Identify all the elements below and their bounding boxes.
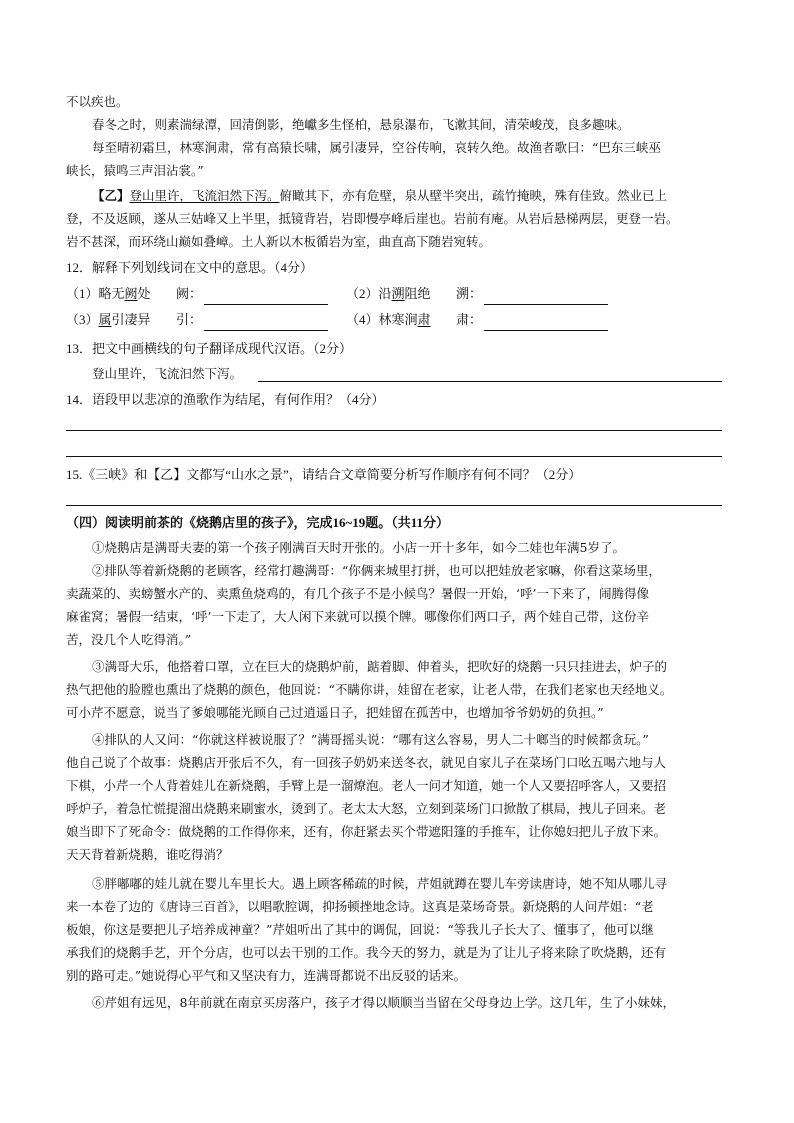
q12-item-2: （2）沿溯阻绝 <box>346 286 431 301</box>
q12-target-2: 溯： <box>456 286 483 301</box>
story-line: 下棋，小芹一个人背着娃儿在新烧鹅，手臂上是一溜燎泡。老人一问才知道，她一个人又要招呼客人，又要招 <box>66 778 667 793</box>
answer-blank-4[interactable] <box>484 330 608 331</box>
passage-b-line: 登，不及返顾，遂从三姑峰又上半里，抵镜背岩，岩即慢亭峰后崖也。岩前有庵。从岩后悬梯两层，更登一岩。 <box>66 211 679 226</box>
q12-item-3: （3）属引凄异 <box>66 312 151 327</box>
passage-b-line <box>92 187 728 205</box>
story-line: 卖蔬菜的、卖螃蟹水产的、卖熏鱼烧鸡的，有几个孩子不是小候鸟？暑假一开始，‘呼’一下来了，闹腾得像 <box>66 586 649 601</box>
story-line: 别的路可走。”她说得心平气和又坚决有力，连满哥都说不出反驳的话来。 <box>66 968 467 983</box>
story-line: ⑥芹姐有远见，8年前就在南京买房落户，孩子才得以顺顺当当留在父母身边上学。这几年，生了小妹妹， <box>92 995 675 1010</box>
question-13-stem: 13．把文中画横线的句子翻译成现代汉语。（2分） <box>66 341 353 356</box>
passage-b-tag: 【乙】 <box>92 188 130 203</box>
q12-item-4: （4）林寒涧肃 <box>346 312 431 327</box>
q12-target-3: 引： <box>176 312 203 327</box>
story-line: 热气把他的脸膛也熏出了烧鹅的颜色，他回说：“不瞒你讲，娃留在老家，让老人带，在我们老家也天经地义。 <box>66 682 673 697</box>
question-15-stem: 15.《三峡》和【乙】文都写“山水之景”，请结合文章简要分析写作顺序有何不同？（2分） <box>66 467 582 482</box>
story-line: 呼炉子，着急忙慌提溜出烧鹅来刷蜜水，烫到了。老太太大怒，立刻到菜场门口掀散了棋局，拽儿子回来。老 <box>66 801 667 816</box>
story-line: 麻雀窝；暑假一结束，‘呼’一下走了，大人闲下来就可以摸个牌。哪像你们两口子，两个娃自己带，这份辛 <box>66 609 649 624</box>
story-line: 可小芹不愿意，说当了爹娘哪能光顾自己过逍遥日子，把娃留在孤苦中，也增加爷爷奶奶的负担。” <box>66 705 604 720</box>
answer-line-14b[interactable] <box>66 456 722 457</box>
answer-line-13[interactable] <box>258 381 722 382</box>
q12-target-4: 肃： <box>456 312 483 327</box>
story-line: ④排队的人又问：“你就这样被说服了？”满哥摇头说：“哪有这么容易，男人二十啷当的时候都贪玩。” <box>92 732 649 747</box>
q12-target-1: 阙： <box>176 286 203 301</box>
passage-a-line: 不以疾也。 <box>66 94 129 109</box>
story-line: 天天背着新烧鹅，谁吃得消？ <box>66 847 229 862</box>
answer-line-14a[interactable] <box>66 430 722 431</box>
question-14-stem: 14．语段甲以悲凉的渔歌作为结尾，有何作用？（4分） <box>66 392 385 407</box>
story-line: 板娘，你这是要把儿子培养成神童？”芹姐听出了其中的调侃，回说：“等我儿子长大了、懂事了，他可以继 <box>66 922 654 937</box>
underlined-sentence: 登山里许，飞流汩然下泻。 <box>129 188 280 203</box>
passage-a-line: 每至晴初霜旦，林寒涧肃，常有高猿长啸，属引凄异，空谷传响，哀转久绝。故渔者歌曰：“巴东三峡巫 <box>92 140 661 155</box>
story-line: 来一本卷了边的《唐诗三百首》，以唱歌腔调，抑扬顿挫地念诗。这真是菜场奇景。新烧鹅的人问芹姐：“老 <box>66 899 654 914</box>
story-line: 娘当即下了死命令：做烧鹅的工作得你来，还有，你赶紧去买个带遮阳篷的手推车，让你媳妇把儿子放下来。 <box>66 824 667 839</box>
story-line: 承我们的烧鹅手艺，开个分店，也可以去干别的工作。我今天的努力，就是为了让儿子将来除了吹烧鹅，还有 <box>66 945 667 960</box>
question-12-stem: 12．解释下列划线词在文中的意思。（4分） <box>66 260 314 275</box>
story-line: ⑤胖嘟嘟的娃儿就在婴儿车里长大。遇上顾客稀疏的时候，芹姐就蹲在婴儿车旁读唐诗，她不知从哪儿寻 <box>92 876 668 891</box>
answer-blank-3[interactable] <box>204 330 328 331</box>
story-line: ③满哥大乐，他搭着口罩，立在巨大的烧鹅炉前，踮着脚、伸着头，把吹好的烧鹅一只只挂进去，炉子的 <box>92 659 668 674</box>
story-line: ①烧鹅店是满哥夫妻的第一个孩子刚满百天时开张的。小店一开十多年，如今二娃也年满5岁了。 <box>92 540 625 555</box>
story-line: 他自己说了个故事：烧鹅店开张后不久，有一回孩子奶奶来送冬衣，就见自家儿子在菜场门口吆五喝六地与人 <box>66 755 667 770</box>
passage-b-line: 岩不甚深，而环绕山巅如叠嶂。土人新以木板循岩为室，曲直高下随岩宛转。 <box>66 234 492 249</box>
passage-b-text: 俯瞰其下，亦有危壁，泉从壁半突出，疏竹掩映，殊有佳致。然业已上 <box>279 188 668 203</box>
story-line: 苦，没几个人吃得消。” <box>66 632 192 647</box>
story-line: ②排队等着新烧鹅的老顾客，经常打趣满哥：“你俩来城里打拼，也可以把娃放老家嘛，你看这菜场里， <box>92 563 661 578</box>
answer-line-15[interactable] <box>66 505 722 506</box>
answer-blank-1[interactable] <box>204 304 328 305</box>
passage-a-line: 峡长，猿鸣三声泪沾裳。” <box>66 163 204 178</box>
q12-item-1: （1）略无阙处 <box>66 286 151 301</box>
section-4-heading: （四）阅读明前茶的《烧鹅店里的孩子》，完成16~19题。（共11分） <box>66 515 450 530</box>
answer-blank-2[interactable] <box>484 304 608 305</box>
q13-sentence: 登山里许，飞流汩然下泻。 <box>92 366 243 381</box>
passage-a-line: 春冬之时，则素湍绿潭，回清倒影，绝巘多生怪柏，悬泉瀑布，飞漱其间，清荣峻茂，良多趣味。 <box>92 117 630 132</box>
